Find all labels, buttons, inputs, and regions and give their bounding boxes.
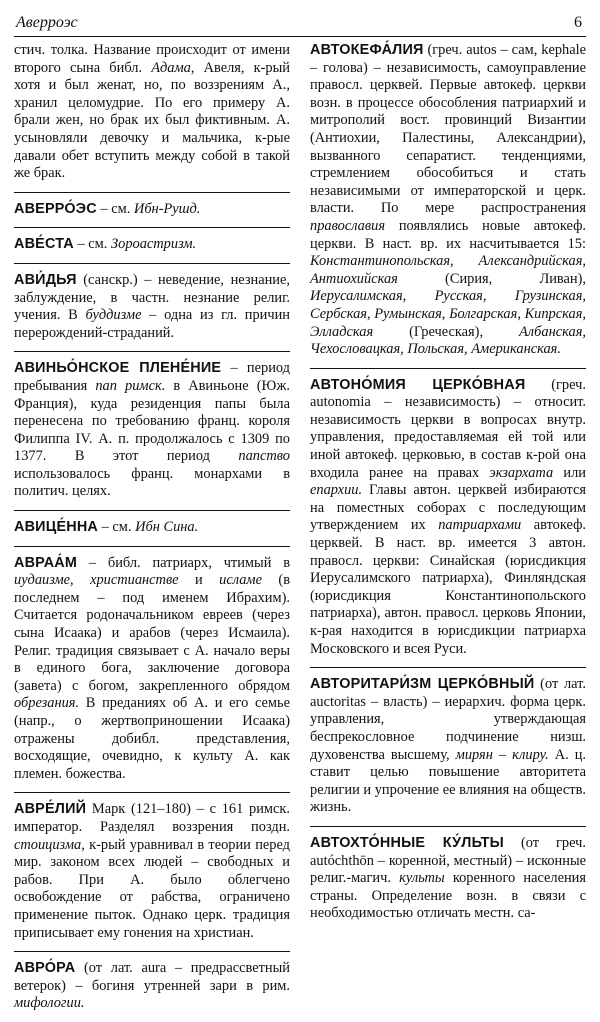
- body-text: (от греч. autóchthōn – коренной, местный) – исконные религ.-магич.: [310, 834, 586, 887]
- italic-term: Адама: [151, 59, 191, 76]
- body-text: к-рый уравнивал в теории перед мир. законом всех людей – свободных и рабов. При А. было облегчено освобождение от рабства, ограничено применение пыток. Однако церк. традиция приписывает ему гонения на христиан.: [14, 836, 290, 941]
- body-text: (от лат. aura – предрассветный ветерок) – богиня утренней зари в рим.: [14, 960, 290, 994]
- body-text: – библ. патриарх, чтимый в: [77, 554, 290, 571]
- body-text: стич. толка. Название происходит от имени второго сына библ.: [14, 42, 290, 76]
- entry-divider: [310, 667, 586, 668]
- body-text: коренного населения страны. Определение возн. в связи с необходимостью отличать местн. са-: [310, 870, 586, 922]
- left-column-entries: [14, 201, 290, 1013]
- body-text: Марк (121–180) – с 161 римск. император. Разделял воззрения поздн.: [14, 801, 290, 835]
- body-text: (греч. autonomia – независимость) – относит. независимость церкви в вопросах внутр. управления, предоставляемая ей той или иной автокеф. церковью, в состав к-рой она входила ранее на правах: [310, 376, 586, 481]
- dictionary-entry: [310, 835, 586, 923]
- italic-term: мирян: [455, 746, 493, 763]
- italic-term: Константинопольская, Александрийская, Антиохийская: [310, 253, 586, 287]
- body-text: (Сирия, Ливан),: [397, 270, 586, 287]
- italic-term: патриархами: [438, 517, 522, 534]
- entry-headword: АВИ́ДЬЯ: [14, 271, 77, 288]
- body-text: в Авиньоне (Юж. Франция), куда резиденция папы была перенесена по требованию франц. короля Филиппа IV. А. п. продолжалось с 1309 по 1377. В этот период: [14, 377, 290, 465]
- entry-divider: [14, 263, 290, 264]
- entry-headword: АВТОНО́МИЯ ЦЕРКО́ВНАЯ: [310, 376, 526, 393]
- body-text: – см.: [73, 236, 111, 253]
- page-number: 6: [574, 14, 582, 31]
- body-text: А. ц. ставит целью повышение авторитета религии и упрочение ее влияния на обществ. жизнь.: [310, 746, 586, 816]
- dictionary-entry: [14, 272, 290, 342]
- entry-divider: [14, 792, 290, 793]
- entry-divider: [14, 951, 290, 952]
- dictionary-entry: [310, 676, 586, 817]
- dictionary-entry: [14, 236, 290, 254]
- body-text: В преданиях об А. и его семье (напр., о жертвоприношении Исаака) отражены добибл. представления, восходящие, очевидно, к культу А. как племен. божества.: [14, 695, 290, 782]
- entry-headword: АВРАА́М: [14, 554, 78, 571]
- italic-term: Ибн Сина.: [135, 519, 199, 536]
- entry-headword: АВТОРИТАРИ́ЗМ ЦЕРКО́ВНЫЙ: [310, 676, 535, 693]
- dictionary-entry: [14, 801, 290, 942]
- entry-divider: [310, 368, 586, 369]
- entry-divider: [14, 510, 290, 511]
- body-text: – см.: [96, 200, 134, 217]
- italic-term: Албанская, Чехословацкая, Польская, Американская.: [310, 323, 586, 358]
- entry-headword: АВИНЬО́НСКОЕ ПЛЕНЕ́НИЕ: [14, 360, 222, 377]
- entry-divider: [14, 227, 290, 228]
- body-text: – период пребывания: [14, 360, 290, 394]
- italic-term: клиру.: [512, 746, 549, 763]
- dictionary-entry: [14, 519, 290, 537]
- italic-term: Иерусалимская, Русская, Грузинская, Сербская, Румынская, Болгарская, Кипрская, Элладская: [310, 288, 586, 340]
- body-text: (санскр.) – неведение, незнание, заблуждение, в частн. незнание религ. учения. В: [14, 271, 290, 324]
- dictionary-entry: [14, 201, 290, 219]
- body-text: – одна из гл. причин перерождений-страданий.: [14, 307, 291, 341]
- entry-divider: [14, 351, 290, 352]
- entry-headword: АВЕРРО́ЭС: [14, 200, 97, 217]
- body-text: или: [553, 464, 586, 481]
- right-column-entries: [310, 42, 586, 923]
- running-head-title: Аверроэс: [16, 14, 78, 31]
- entry-headword: АВТОХТО́ННЫЕ КУ́ЛЬТЫ: [310, 834, 504, 851]
- body-text: и: [178, 572, 220, 589]
- continued-entry-text: [14, 42, 290, 183]
- dictionary-entry: [14, 360, 290, 501]
- italic-term: Зороастризм.: [111, 236, 197, 253]
- left-column: [14, 42, 290, 1022]
- entry-headword: АВТОКЕФА́ЛИЯ: [310, 42, 424, 58]
- body-text: появлялись новые автокеф. церкви. В наст. вр. их насчитывается 15:: [310, 217, 586, 252]
- italic-term: обрезания.: [14, 695, 80, 712]
- body-text: использовалось франц. монархами в политич. целях.: [14, 465, 290, 500]
- body-text: , Авеля, к-рый хотя и был женат, но, по воззрениям А., хранил целомудрие. По его примеру А. брали жен, но брак их был фиктивным. А. усыновляли девочку и мальчика, к-рые давали обет вступить между собой в такой же брак.: [14, 59, 290, 182]
- text-columns: [14, 42, 586, 1010]
- dictionary-entry: [14, 555, 290, 784]
- italic-term: стоицизма,: [14, 836, 85, 853]
- dictionary-page: [14, 10, 586, 1010]
- italic-term: исламе: [219, 572, 262, 589]
- italic-term: Ибн-Рушд.: [133, 200, 201, 217]
- italic-term: мифологии.: [14, 995, 85, 1012]
- body-text: автокеф. церквей. В наст. вр. имеется 3 автон. правосл. церкви: Синайская (юрисдикция Иерусалимского патриарха), Финляндская (юрисдикция Константинопольского патриарха), автон. правосл. церковь Японии, к-рая находится в юрисдикции патриарха Московского и всея Руси.: [310, 517, 586, 657]
- entry-divider: [14, 546, 290, 547]
- dictionary-entry: [310, 42, 586, 359]
- italic-term: культы: [399, 870, 445, 887]
- body-text: (от лат. auctoritas – власть) – иерархич. форма церк. управления, утверждающая беспрекословное подчинение низш. духовенства высшему,: [310, 676, 586, 763]
- entry-divider: [310, 826, 586, 827]
- italic-term: папство: [238, 448, 290, 465]
- italic-term: буддизме: [85, 307, 142, 324]
- running-head: [14, 10, 586, 37]
- entry-headword: АВИЦЕ́ННА: [14, 519, 99, 536]
- body-text: (в последнем – под именем Ибрахим). Считается родоначальником евреев (через сына Исаака) и арабов (через Исмаила). Религ. традиция связывает с А. начало веры в единого бога, заключение договора (завета) с богом, закрепленного обрядом: [14, 572, 290, 694]
- dictionary-entry: [14, 960, 290, 1013]
- body-text: – см.: [98, 519, 136, 536]
- entry-divider: [14, 192, 290, 193]
- italic-term: епархии.: [310, 482, 363, 499]
- right-column: [310, 42, 586, 932]
- italic-term: пап римск.: [95, 377, 166, 394]
- body-text: (Греческая),: [373, 323, 519, 340]
- entry-headword: АВЕ́СТА: [14, 236, 74, 253]
- italic-term: православия: [310, 217, 386, 234]
- body-text: Главы автон. церквей избираются на поместных соборах с последующим утверждением их: [310, 482, 586, 534]
- body-text: –: [492, 746, 513, 763]
- italic-term: экзархата: [489, 464, 554, 481]
- dictionary-entry: [310, 377, 586, 659]
- italic-term: иудаизме, христианстве: [14, 572, 179, 589]
- entry-headword: АВРО́РА: [14, 960, 76, 977]
- body-text: (греч. autos – сам, kephale – голова) – независимость, самоуправление правосл. церквей. Первые автокеф. церкви возн. в процессе обособления патриархий и митрополий вост. провинций Византии (Антиохии, Палестины, Александрии), вызванного сепаратист. тенденциями, стремлением обособиться и стать независимыми от императорской и церк. власти. По мере распространения: [310, 42, 586, 217]
- entry-headword: АВРЕ́ЛИЙ: [14, 801, 87, 818]
